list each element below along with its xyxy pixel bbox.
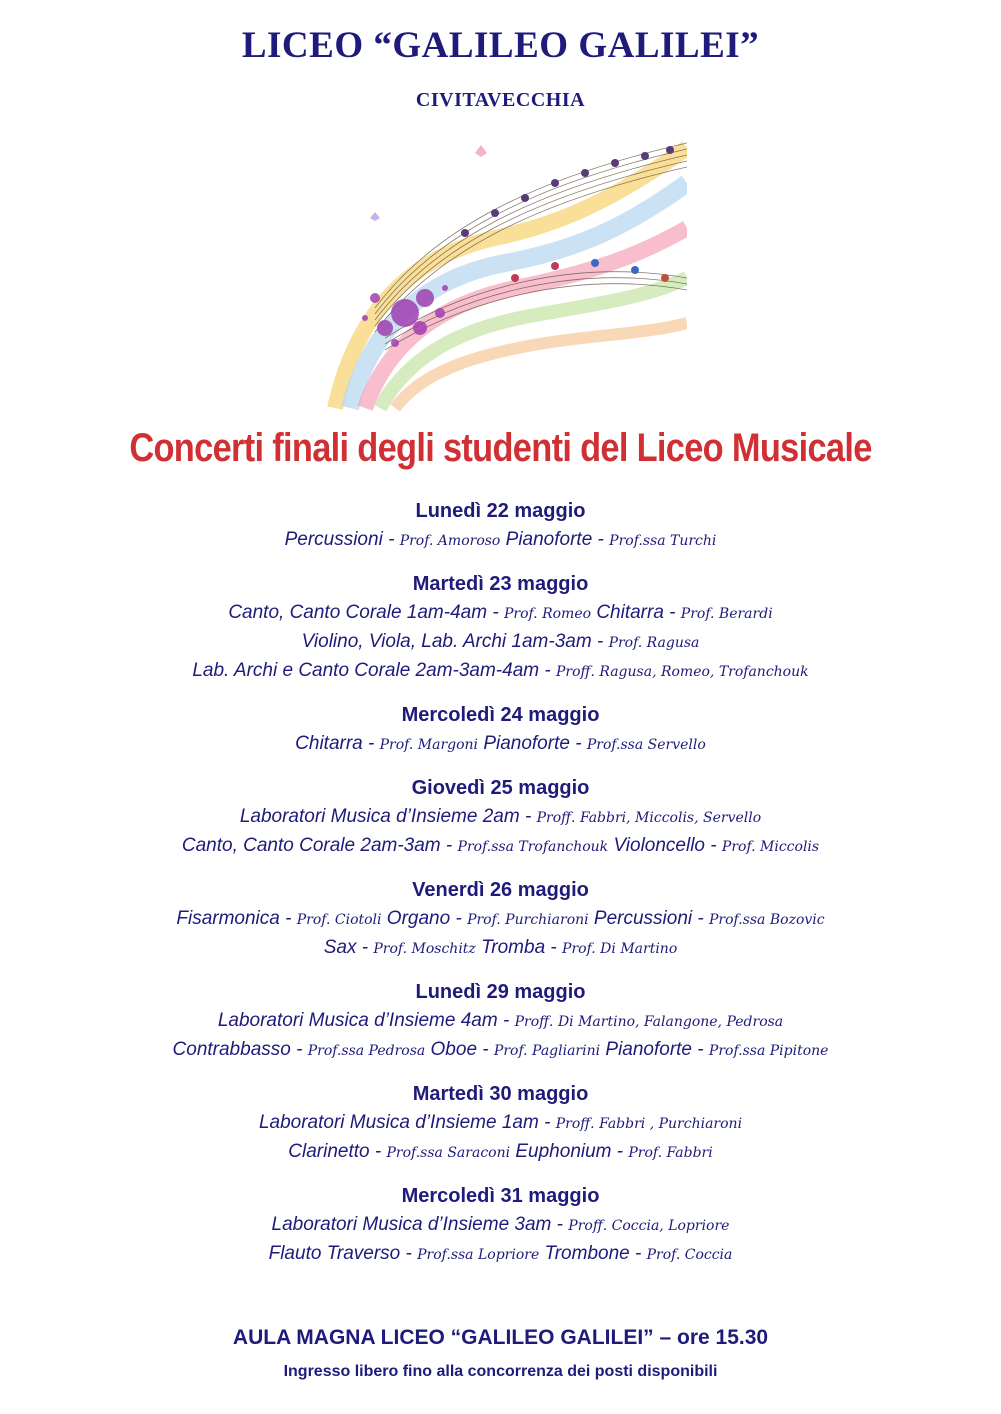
- separator: -: [569, 733, 587, 754]
- teacher-name: Prof.ssa Saraconi: [386, 1145, 511, 1161]
- separator: -: [692, 1039, 709, 1060]
- separator: -: [450, 908, 468, 929]
- schedule-line: [0, 1007, 1001, 1036]
- teacher-name: Prof. Romeo: [503, 606, 592, 622]
- separator: -: [290, 1039, 308, 1060]
- teacher-name: Prof. Margoni: [379, 737, 479, 753]
- day-title: Giovedì 25 maggio: [411, 777, 590, 799]
- separator: -: [592, 529, 610, 550]
- schedule-line: [0, 657, 1001, 686]
- teacher-name: Prof.ssa Bozovic: [709, 912, 825, 928]
- instrument-name: Percussioni: [284, 529, 383, 550]
- teacher-name: Prof. Fabbri: [628, 1145, 713, 1161]
- separator: -: [519, 806, 537, 827]
- schedule-line: [0, 1211, 1001, 1240]
- teacher-name: Prof.ssa Servello: [586, 737, 706, 753]
- teacher-name: Prof. Ciotoli: [296, 912, 382, 928]
- separator: -: [545, 937, 563, 958]
- schedule-line: [0, 1036, 1001, 1065]
- instrument-name: Canto, Canto Corale 1am-4am: [228, 602, 488, 623]
- instrument-name: Contrabbasso: [172, 1039, 291, 1060]
- teacher-name: Prof. Amoroso: [399, 533, 501, 549]
- teacher-name: Prof. Miccolis: [721, 839, 820, 855]
- separator: -: [400, 1243, 418, 1264]
- schedule-line: [0, 803, 1001, 832]
- admission-note: Ingresso libero fino alla concorrenza dei posti disponibili: [283, 1363, 718, 1380]
- instrument-name: Chitarra: [596, 602, 664, 623]
- instrument-name: Pianoforte: [605, 1039, 693, 1060]
- day-title: Lunedì 29 maggio: [415, 981, 586, 1003]
- separator: -: [705, 835, 722, 856]
- teacher-name: Prof. Di Martino: [562, 941, 678, 957]
- separator: -: [611, 1141, 629, 1162]
- schedule-day: [0, 569, 1001, 686]
- separator: -: [279, 908, 297, 929]
- teacher-name: Prof.ssa Trofanchouk: [457, 839, 609, 855]
- teacher-name: Proff. Di Martino, Falangone, Pedrosa: [514, 1014, 784, 1030]
- separator: -: [369, 1141, 387, 1162]
- rainbow-music-notes-illustration: [315, 138, 687, 413]
- instrument-name: Percussioni: [593, 908, 693, 929]
- instrument-name: Trombone: [544, 1243, 630, 1264]
- teacher-name: Proff. Fabbri, Miccolis, Servello: [536, 810, 762, 826]
- day-title: Venerdì 26 maggio: [412, 879, 589, 901]
- separator: -: [356, 937, 374, 958]
- teacher-name: Prof. Berardi: [680, 606, 773, 622]
- instrument-name: Clarinetto: [288, 1141, 370, 1162]
- venue-time: AULA MAGNA LICEO “GALILEO GALILEI” – ore 15.30: [232, 1326, 769, 1349]
- schedule-day: [0, 773, 1001, 861]
- teacher-name: Prof. Ragusa: [608, 635, 700, 651]
- separator: -: [629, 1243, 647, 1264]
- instrument-name: Pianoforte: [483, 733, 570, 754]
- schedule-line: [0, 832, 1001, 861]
- school-title: LICEO “GALILEO GALILEI”: [241, 25, 760, 66]
- separator: -: [477, 1039, 494, 1060]
- schedule-line: [0, 730, 1001, 759]
- day-title: Lunedì 22 maggio: [415, 500, 586, 522]
- schedule-day: [0, 977, 1001, 1065]
- instrument-name: Oboe: [430, 1039, 478, 1060]
- day-title: Martedì 23 maggio: [412, 573, 589, 595]
- teacher-name: Proff. Ragusa, Romeo, Trofanchouk: [555, 664, 809, 680]
- schedule-line: [0, 1109, 1001, 1138]
- schedule-line: [0, 1240, 1001, 1269]
- concert-schedule: [0, 496, 1001, 1283]
- instrument-name: Chitarra: [295, 733, 363, 754]
- teacher-name: Prof.ssa Turchi: [609, 533, 717, 549]
- schedule-line: [0, 905, 1001, 934]
- instrument-name: Laboratori Musica d’Insieme 3am: [271, 1214, 552, 1235]
- schedule-day: [0, 1079, 1001, 1167]
- separator: -: [663, 602, 681, 623]
- teacher-name: Proff. Fabbri , Purchiaroni: [555, 1116, 743, 1132]
- separator: -: [551, 1214, 569, 1235]
- instrument-name: Pianoforte: [505, 529, 593, 550]
- instrument-name: Tromba: [481, 937, 546, 958]
- instrument-name: Violoncello: [613, 835, 706, 856]
- instrument-name: Lab. Archi e Canto Corale 2am-3am-4am: [192, 660, 540, 681]
- schedule-line: [0, 628, 1001, 657]
- teacher-name: Prof. Coccia: [646, 1247, 733, 1263]
- schedule-day: [0, 700, 1001, 759]
- schedule-day: [0, 496, 1001, 555]
- instrument-name: Laboratori Musica d’Insieme 1am: [258, 1112, 539, 1133]
- day-title: Mercoledì 31 maggio: [401, 1185, 600, 1207]
- headline: Concerti finali degli studenti del Liceo Musicale: [129, 426, 872, 470]
- schedule-line: [0, 599, 1001, 628]
- separator: -: [440, 835, 458, 856]
- teacher-name: Prof. Pagliarini: [493, 1043, 601, 1059]
- instrument-name: Flauto Traverso: [268, 1243, 401, 1264]
- schedule-line: [0, 1138, 1001, 1167]
- teacher-name: Prof. Moschitz: [373, 941, 476, 957]
- teacher-name: Prof.ssa Lopriore: [417, 1247, 540, 1263]
- instrument-name: Sax: [323, 937, 357, 958]
- instrument-name: Organo: [386, 908, 451, 929]
- instrument-name: Canto, Canto Corale 2am-3am: [181, 835, 441, 856]
- separator: -: [362, 733, 380, 754]
- teacher-name: Prof. Purchiaroni: [467, 912, 589, 928]
- separator: -: [382, 529, 400, 550]
- instrument-name: Violino, Viola, Lab. Archi 1am-3am: [301, 631, 592, 652]
- city-subtitle: CIVITAVECCHIA: [415, 89, 586, 111]
- instrument-name: Laboratori Musica d’Insieme 4am: [217, 1010, 498, 1031]
- instrument-name: Laboratori Musica d’Insieme 2am: [239, 806, 520, 827]
- instrument-name: Euphonium: [515, 1141, 612, 1162]
- schedule-line: [0, 526, 1001, 555]
- separator: -: [487, 602, 504, 623]
- schedule-line: [0, 934, 1001, 963]
- separator: -: [591, 631, 609, 652]
- schedule-day: [0, 1181, 1001, 1269]
- day-title: Mercoledì 24 maggio: [401, 704, 600, 726]
- separator: -: [497, 1010, 515, 1031]
- separator: -: [692, 908, 710, 929]
- day-title: Martedì 30 maggio: [412, 1083, 589, 1105]
- separator: -: [539, 660, 556, 681]
- separator: -: [538, 1112, 556, 1133]
- teacher-name: Prof.ssa Pipitone: [708, 1043, 829, 1059]
- teacher-name: Proff. Coccia, Lopriore: [568, 1218, 730, 1234]
- schedule-day: [0, 875, 1001, 963]
- teacher-name: Prof.ssa Pedrosa: [307, 1043, 426, 1059]
- instrument-name: Fisarmonica: [176, 908, 280, 929]
